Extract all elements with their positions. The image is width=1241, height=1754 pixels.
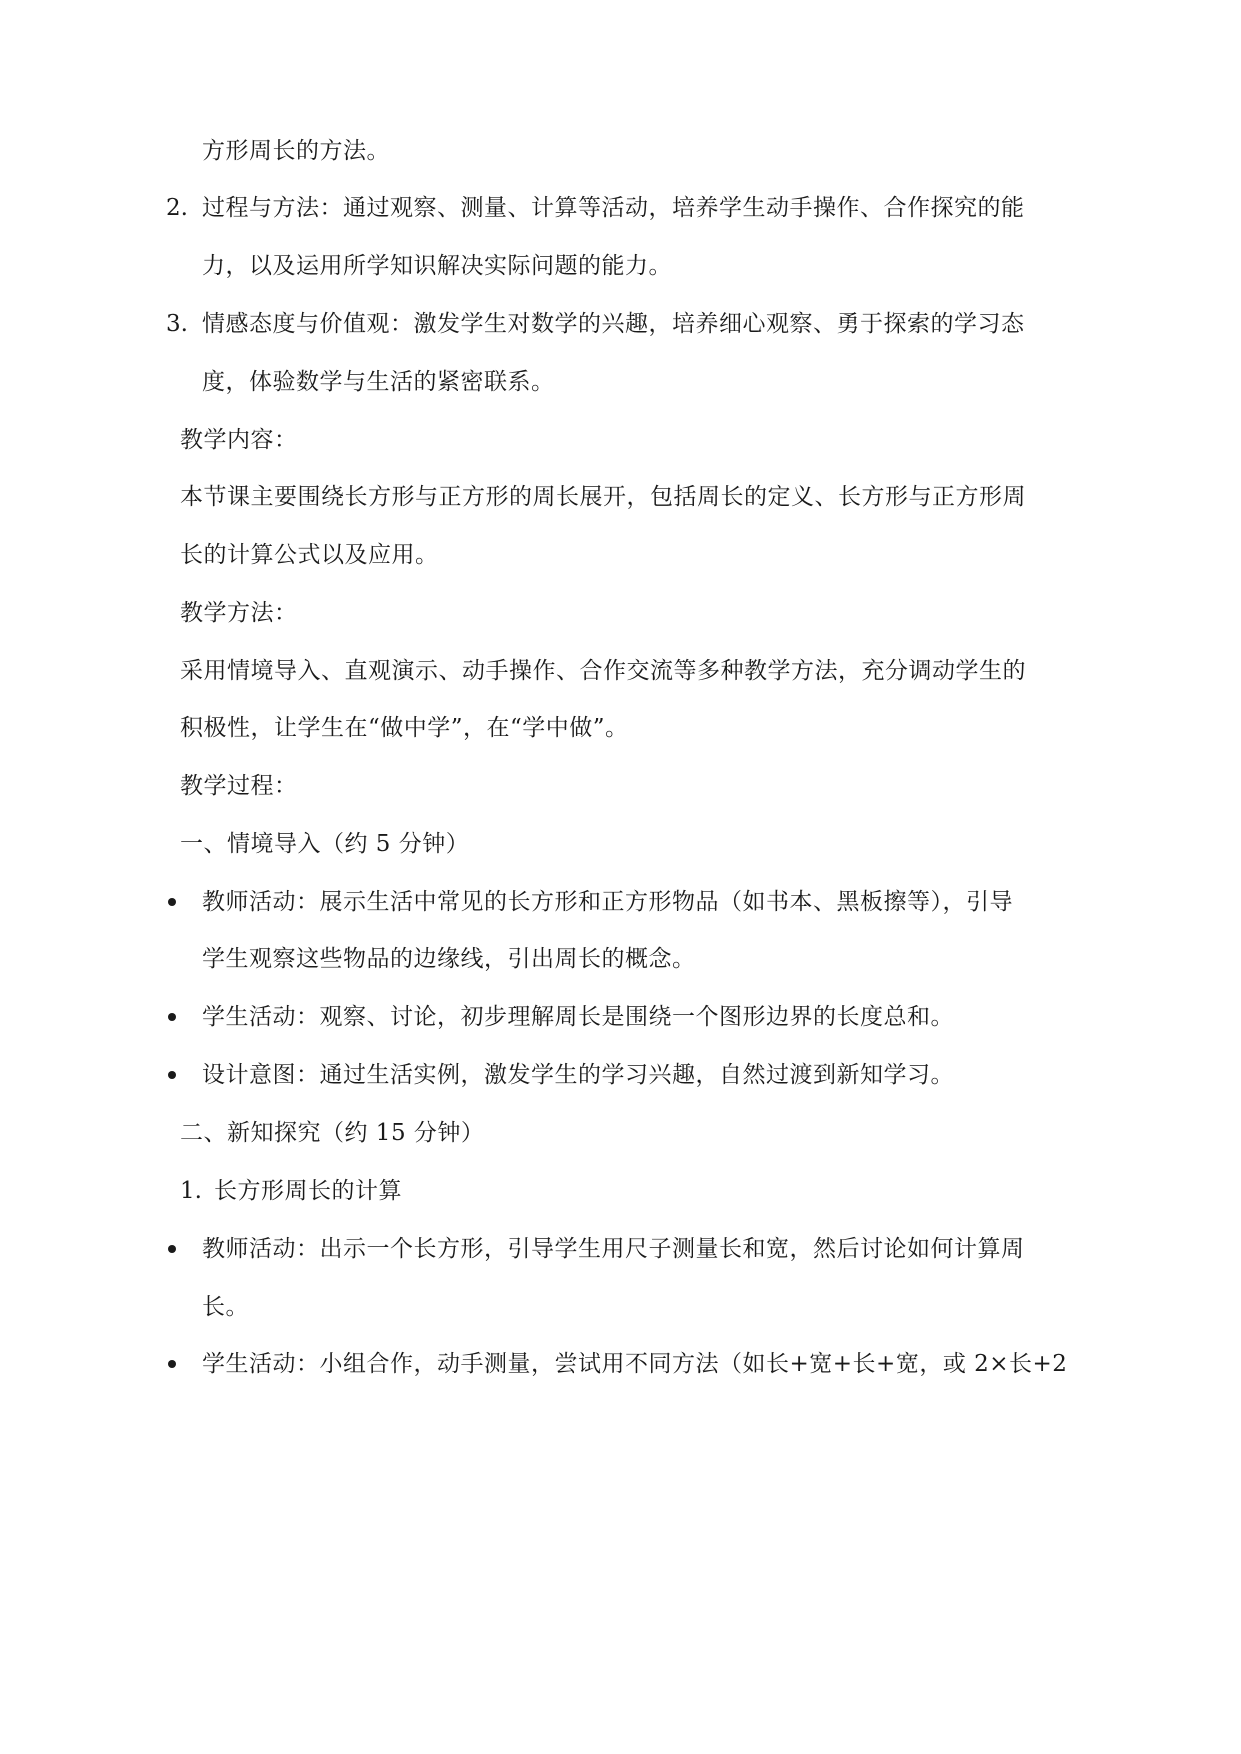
objective-1-continuation: 方形周长的方法。 [202, 138, 390, 164]
section-2-bullet-1-line-1: 教师活动：出示一个长方形，引导学生用尺子测量长和宽，然后讨论如何计算周 [202, 1236, 1025, 1262]
method-line-2: 积极性，让学生在“做中学”，在“学中做”。 [180, 715, 629, 741]
section-2-heading: 二、新知探究（约 15 分钟） [180, 1120, 485, 1146]
bullet-icon [168, 1245, 176, 1253]
objective-2-number: 2. [166, 195, 188, 221]
objective-3-line-2: 度，体验数学与生活的紧密联系。 [202, 369, 555, 395]
method-line-1: 采用情境导入、直观演示、动手操作、合作交流等多种教学方法，充分调动学生的 [180, 658, 1026, 684]
bullet-icon [168, 1013, 176, 1021]
section-1-bullet-1-line-1: 教师活动：展示生活中常见的长方形和正方形物品（如书本、黑板擦等），引导 [202, 889, 1013, 915]
objective-3-line-1: 情感态度与价值观：激发学生对数学的兴趣，培养细心观察、勇于探索的学习态 [202, 311, 1025, 337]
bullet-icon [168, 1360, 176, 1368]
content-line-1: 本节课主要围绕长方形与正方形的周长展开，包括周长的定义、长方形与正方形周 [180, 484, 1026, 510]
bullet-icon [168, 898, 176, 906]
bullet-icon [168, 1071, 176, 1079]
objective-3-number: 3. [166, 311, 188, 337]
process-heading: 教学过程： [180, 773, 298, 799]
content-heading: 教学内容： [180, 427, 298, 453]
section-2-subitem-label: 长方形周长的计算 [214, 1178, 402, 1204]
section-1-heading: 一、情境导入（约 5 分钟） [180, 831, 470, 857]
section-2-subitem-number: 1. [180, 1178, 202, 1204]
objective-2-line-2: 力，以及运用所学知识解决实际问题的能力。 [202, 253, 672, 279]
section-1-bullet-2-line-1: 学生活动：观察、讨论，初步理解周长是围绕一个图形边界的长度总和。 [202, 1004, 954, 1030]
section-1-bullet-1-line-2: 学生观察这些物品的边缘线，引出周长的概念。 [202, 946, 696, 972]
section-2-bullet-1-line-2: 长。 [202, 1294, 249, 1320]
content-line-2: 长的计算公式以及应用。 [180, 542, 439, 568]
section-1-bullet-3-line-1: 设计意图：通过生活实例，激发学生的学习兴趣，自然过渡到新知学习。 [202, 1062, 954, 1088]
method-heading: 教学方法： [180, 600, 298, 626]
objective-2-line-1: 过程与方法：通过观察、测量、计算等活动，培养学生动手操作、合作探究的能 [202, 195, 1025, 221]
section-2-bullet-2-line-1: 学生活动：小组合作，动手测量，尝试用不同方法（如长+宽+长+宽，或 2×长+2 [202, 1351, 1068, 1377]
